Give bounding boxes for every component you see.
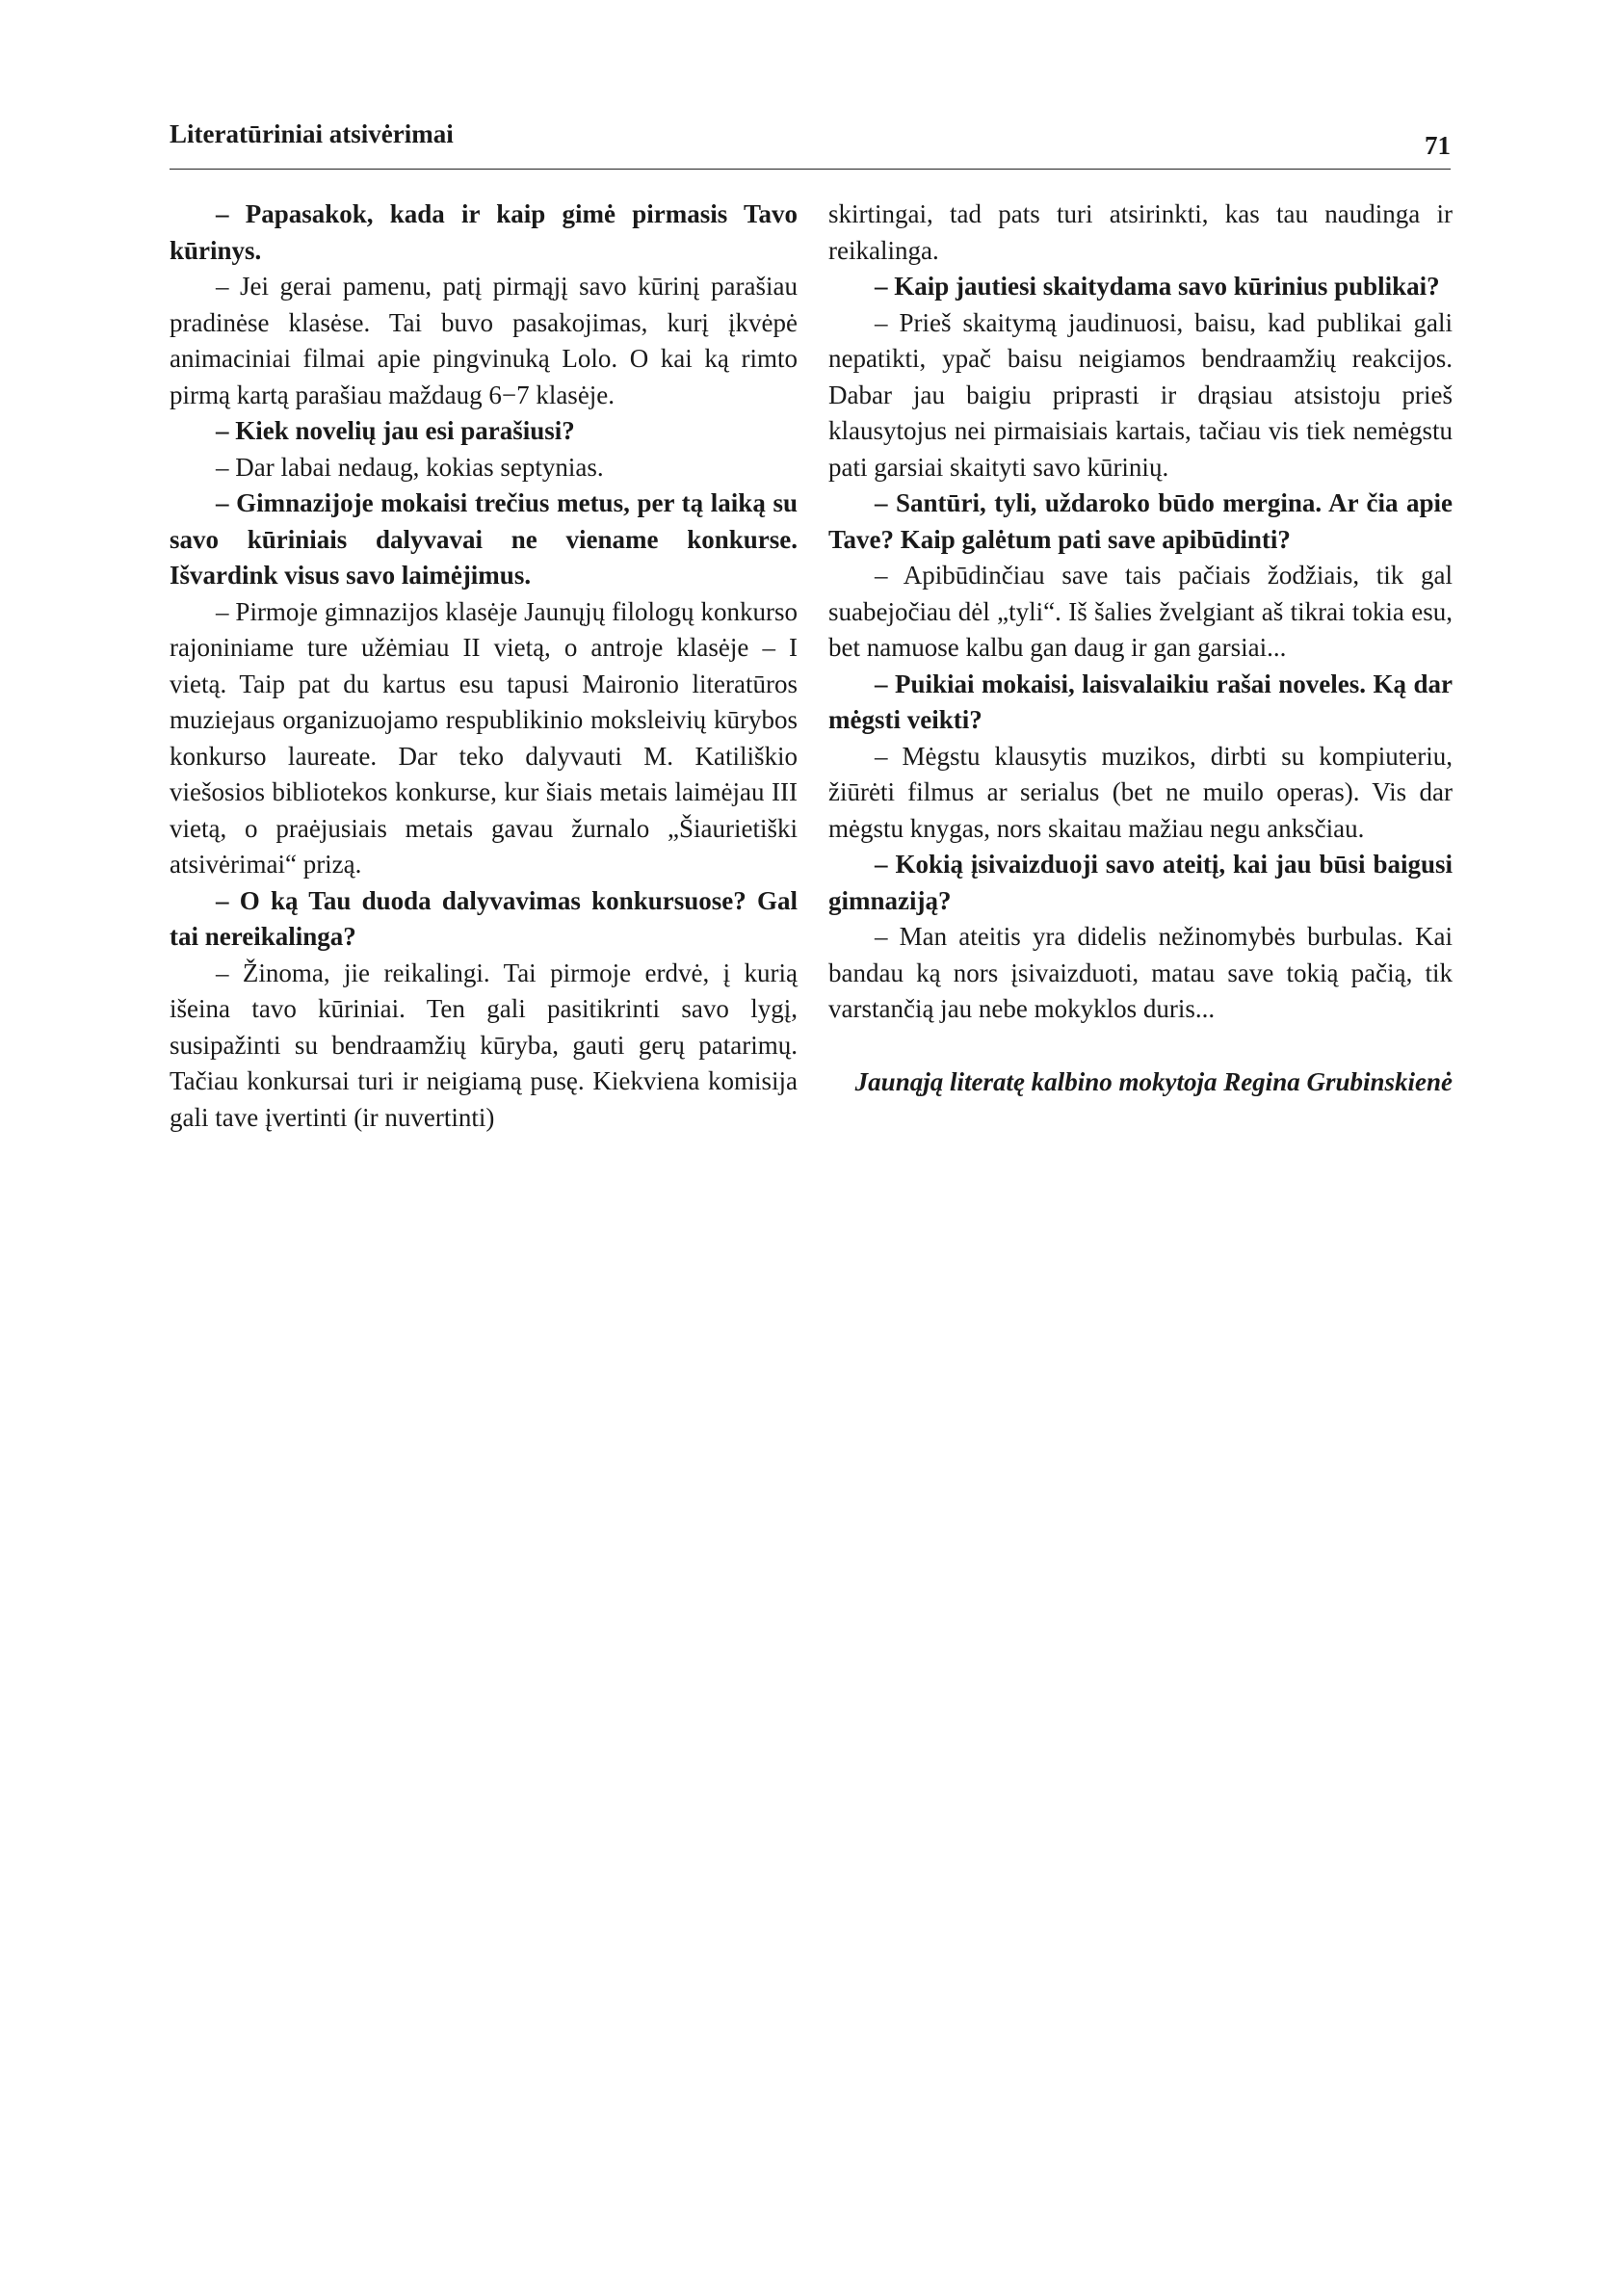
page-number: 71	[1425, 131, 1451, 160]
question-paragraph: – Kiek novelių jau esi parašiusi?	[216, 416, 575, 445]
question-paragraph: – Kokią įsivaizduoji savo ateitį, kai jau būsi baigusi gimnaziją?	[828, 850, 1453, 915]
answer-paragraph: – Apibūdinčiau save tais pačiais žodžiais, tik gal suabejočiau dėl „tyli“. Iš šalies žvelgiant aš tikrai tokia esu, bet namuose kalbu gan daug ir gan garsiai...	[828, 561, 1453, 662]
answer-paragraph: – Pirmoje gimnazijos klasėje Jaunųjų filologų konkurso rajoniniame ture užėmiau II vietą, o antroje klasėje – I vietą. Taip pat du kartus esu tapusi Maironio literatūros muziejaus organizuojamo respublikinio moksleivių kūrybos konkurso laureate. Dar teko dalyvauti M. Katiliškio viešosios bibliotekos konkurse, kur šiais metais laimėjau III vietą, o praėjusiais metais gavau žurnalo „Šiaurietiški atsivėrimai“ prizą.	[170, 596, 798, 879]
question-paragraph: – Papasakok, kada ir kaip gimė pirmasis Tavo kūrinys.	[170, 199, 798, 265]
question-paragraph: – Kaip jautiesi skaitydama savo kūrinius publikai?	[875, 272, 1440, 301]
question-paragraph: – O ką Tau duoda dalyvavimas konkursuose? Gal tai nereikalinga?	[170, 885, 798, 951]
answer-paragraph: – Žinoma, jie reikalingi. Tai pirmoje erdvė, į kurią išeina tavo kūriniai. Ten gali pasitikrinti savo lygį, susipažinti su bendraamžių kūryba, gauti gerų patarimų. Tačiau konkursai turi ir neigiamą pusę. Kiekviena komisija gali tave įvertinti (ir nuvertinti)	[170, 958, 798, 1132]
continuation-paragraph: skirtingai, tad pats turi atsirinkti, kas tau naudinga ir reikalinga.	[828, 199, 1453, 265]
header-rule	[170, 169, 1451, 170]
left-column	[170, 197, 798, 1136]
right-column	[828, 197, 1453, 1100]
answer-paragraph: – Mėgstu klausytis muzikos, dirbti su kompiuteriu, žiūrėti filmus ar serialus (bet ne muilo operas). Vis dar mėgstu knygas, nors skaitau mažiau negu anksčiau.	[828, 741, 1453, 843]
answer-paragraph: – Jei gerai pamenu, patį pirmąjį savo kūrinį parašiau pradinėse klasėse. Tai buvo pasakojimas, kurį įkvėpė animaciniai filmai apie pingvinuką Lolo. O kai ką rimto pirmą kartą parašiau maždaug 6−7 klasėje.	[170, 272, 798, 409]
answer-paragraph: – Prieš skaitymą jaudinuosi, baisu, kad publikai gali nepatikti, ypač baisu neigiamos bendraamžių reakcijos. Dabar jau baigiu priprasti ir drąsiau atsistoju prieš klausytojus nei pirmaisiais kartais, tačiau vis tiek nemėgstu pati garsiai skaityti savo kūrinių.	[828, 307, 1453, 482]
question-paragraph: – Santūri, tyli, uždaroko būdo mergina. Ar čia apie Tave? Kaip galėtum pati save apibūdinti?	[828, 488, 1453, 554]
answer-paragraph: – Man ateitis yra didelis nežinomybės burbulas. Kai bandau ką nors įsivaizduoti, matau save tokią pačią, tik varstančią jau nebe mokyklos duris...	[828, 922, 1453, 1023]
answer-paragraph: – Dar labai nedaug, kokias septynias.	[216, 452, 604, 482]
running-head: Literatūriniai atsivėrimai	[170, 119, 454, 148]
question-paragraph: – Puikiai mokaisi, laisvalaikiu rašai noveles. Ką dar mėgsti veikti?	[828, 669, 1453, 734]
interviewer-signature: Jaunąją literatę kalbino mokytoja Regina Grubinskienė	[854, 1066, 1453, 1096]
question-paragraph: – Gimnazijoje mokaisi trečius metus, per tą laiką su savo kūriniais dalyvavai ne viename konkurse. Išvardink visus savo laimėjimus.	[170, 488, 798, 590]
